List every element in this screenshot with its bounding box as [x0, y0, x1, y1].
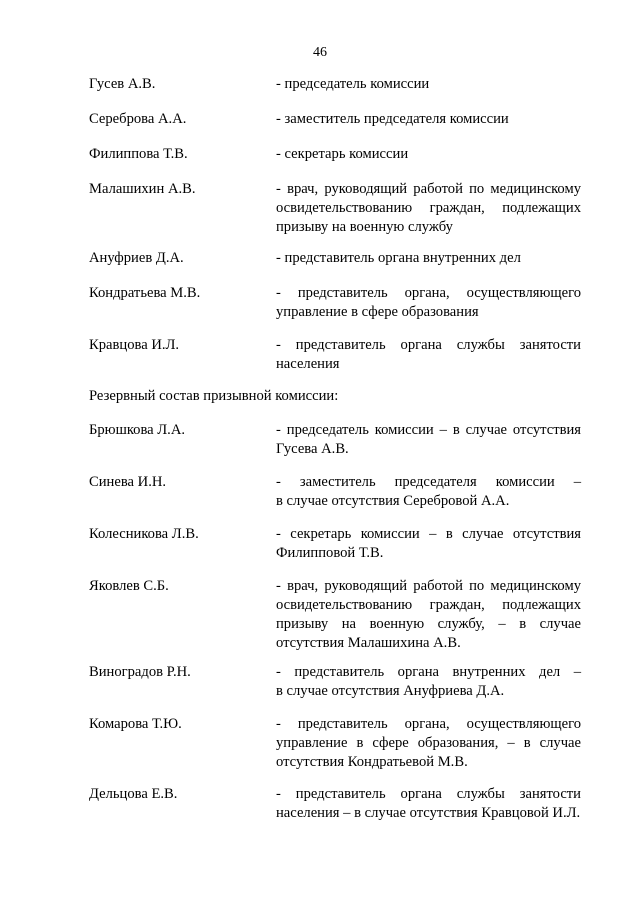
member-role: - врач, руководящий работой по медицинскому освидетельствованию граждан, подлежащих призыву на военную службу: [276, 181, 581, 235]
member-name: Комарова Т.Ю.: [89, 716, 182, 732]
member-name: Брюшкова Л.А.: [89, 422, 186, 438]
member-role: - представитель органа внутренних дел: [276, 250, 521, 266]
member-role: - представитель органа, осуществляющего управление в сфере образования, – в случае отсутствия Кондратьевой М.В.: [276, 716, 581, 770]
member-name: Дельцова Е.В.: [89, 786, 178, 802]
member-name: Кондратьева М.В.: [89, 285, 201, 301]
member-name: Ануфриев Д.А.: [89, 250, 184, 266]
member-name: Кравцова И.Л.: [89, 337, 180, 353]
member-name: Виноградов Р.Н.: [89, 664, 191, 680]
member-role: - заместитель председателя комиссии: [276, 111, 509, 127]
reserve-heading: Резервный состав призывной комиссии:: [89, 388, 339, 404]
page-number: 46: [313, 45, 327, 60]
member-role: - представитель органа службы занятости населения: [276, 337, 581, 372]
member-name: Колесникова Л.В.: [89, 526, 199, 542]
member-name: Сереброва А.А.: [89, 111, 187, 127]
member-role: - врач, руководящий работой по медицинскому освидетельствованию граждан, подлежащих призыву на военную службу, – в случае отсутствия Малашихина А.В.: [276, 578, 581, 651]
member-role: - председатель комиссии – в случае отсутствия Гусева А.В.: [276, 422, 581, 457]
member-role: [276, 473, 581, 511]
member-role: - представитель органа службы занятости населения – в случае отсутствия Кравцовой И.Л.: [276, 786, 581, 821]
member-role: - представитель органа, осуществляющего управление в сфере образования: [276, 285, 581, 320]
member-role: - секретарь комиссии: [276, 146, 409, 162]
member-name: Синева И.Н.: [89, 474, 167, 490]
member-name: Яковлев С.Б.: [89, 578, 169, 594]
member-role: [276, 663, 581, 701]
member-role-line: в случае отсутствия Серебровой А.А.: [276, 493, 510, 509]
member-role: - секретарь комиссии – в случае отсутствия Филипповой Т.В.: [276, 526, 581, 561]
member-role-line: в случае отсутствия Ануфриева Д.А.: [276, 683, 505, 699]
member-name: Малашихин А.В.: [89, 181, 196, 197]
member-name: Гусев А.В.: [89, 76, 156, 92]
member-role-line: - заместитель председателя комиссии –: [276, 474, 581, 490]
member-name: Филиппова Т.В.: [89, 146, 188, 162]
member-role-line: - представитель органа внутренних дел –: [276, 664, 581, 680]
member-role: - председатель комиссии: [276, 76, 430, 92]
